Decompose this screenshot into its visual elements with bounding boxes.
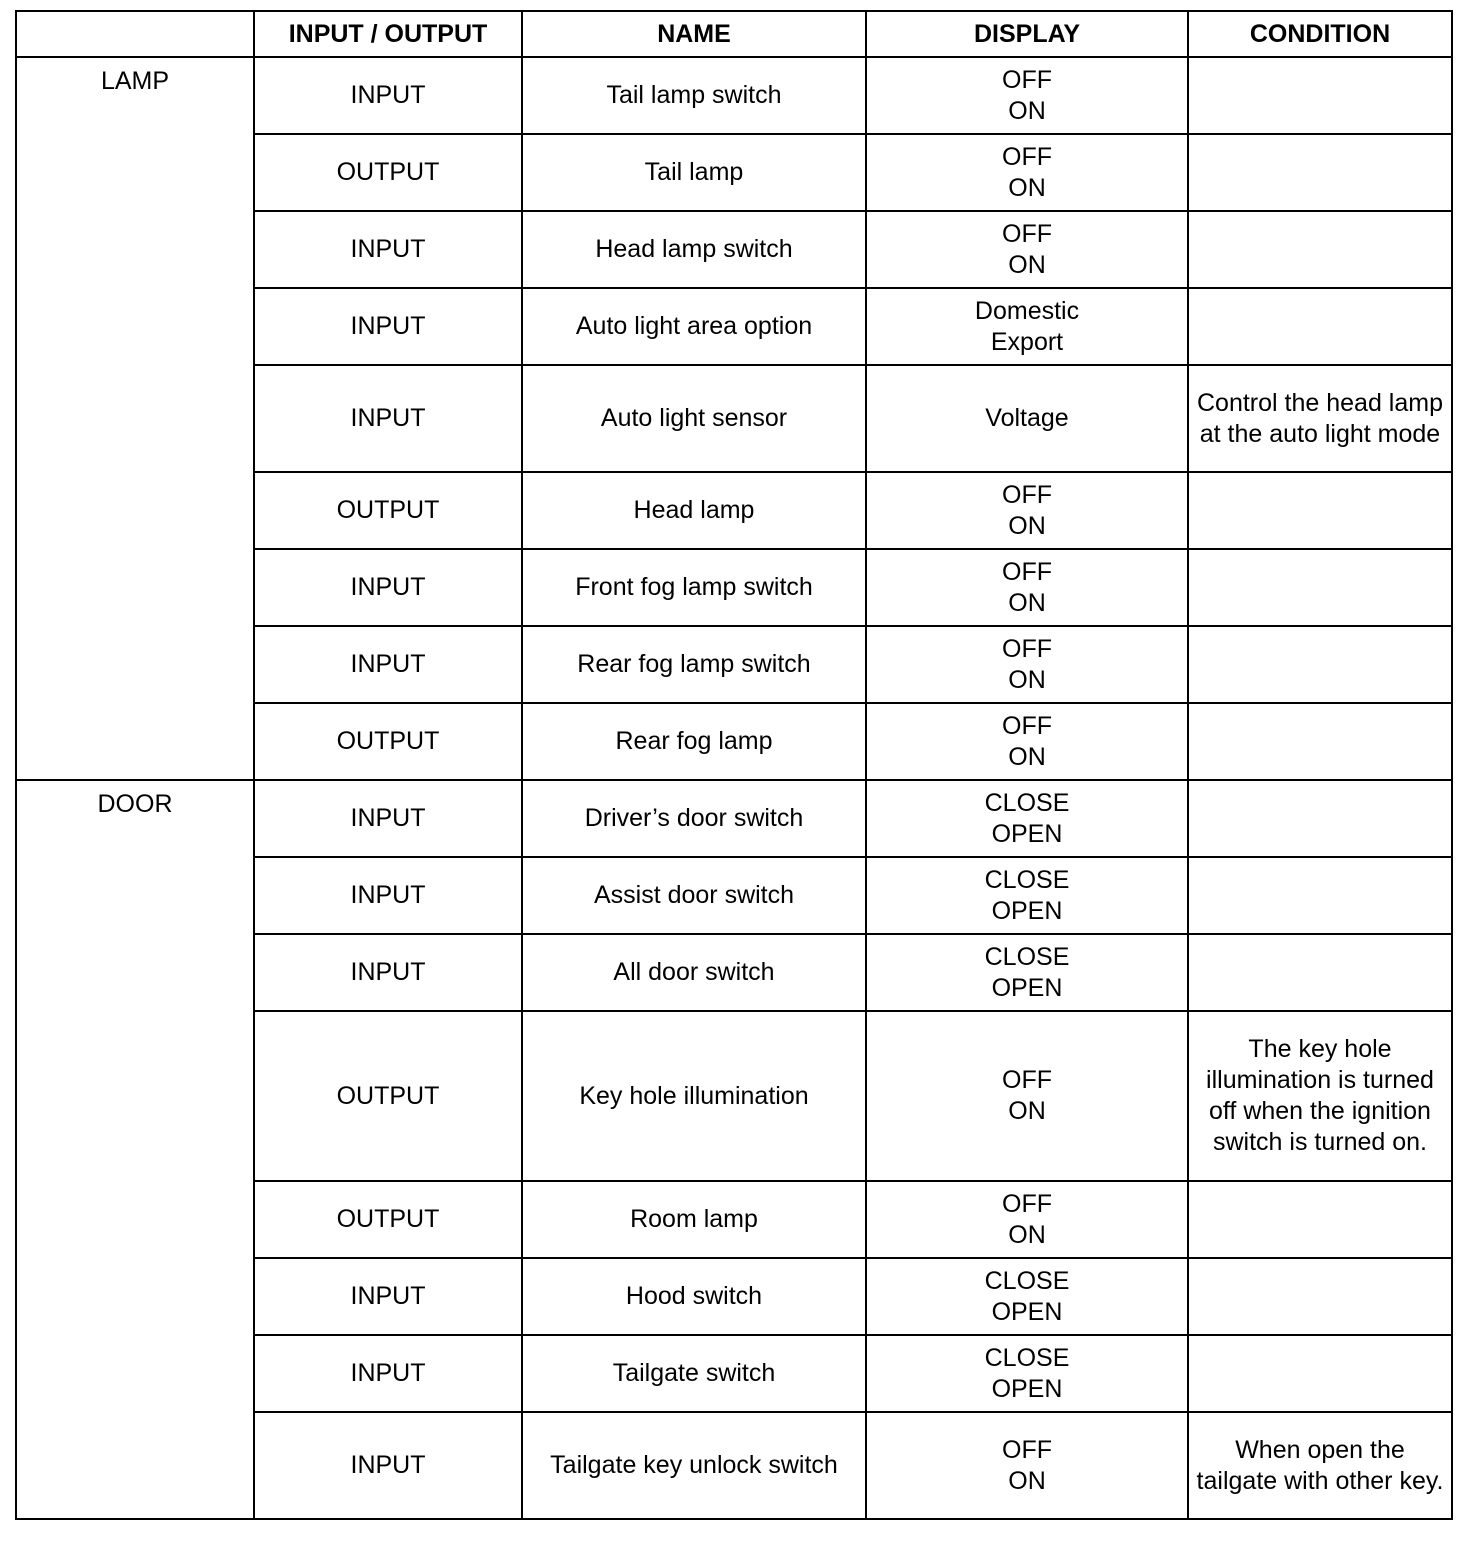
display-cell: OFF ON (866, 1011, 1188, 1181)
condition-cell (1188, 472, 1452, 549)
condition-cell: When open the tailgate with other key. (1188, 1412, 1452, 1519)
display-cell: CLOSE OPEN (866, 934, 1188, 1011)
io-cell: INPUT (254, 857, 522, 934)
name-cell: Tail lamp switch (522, 57, 866, 134)
condition-cell (1188, 1258, 1452, 1335)
io-cell: INPUT (254, 780, 522, 857)
header-input-output: INPUT / OUTPUT (254, 11, 522, 57)
condition-cell: Control the head lamp at the auto light mode (1188, 365, 1452, 472)
io-cell: INPUT (254, 1258, 522, 1335)
io-cell: INPUT (254, 288, 522, 365)
name-cell: All door switch (522, 934, 866, 1011)
display-cell: OFF ON (866, 1181, 1188, 1258)
spec-table (15, 10, 1453, 1520)
group-lamp: LAMP (16, 57, 254, 780)
condition-cell (1188, 1335, 1452, 1412)
display-cell: OFF ON (866, 57, 1188, 134)
table-row (16, 57, 1452, 134)
header-display: DISPLAY (866, 11, 1188, 57)
io-cell: INPUT (254, 1335, 522, 1412)
display-cell: CLOSE OPEN (866, 857, 1188, 934)
condition-cell (1188, 288, 1452, 365)
io-cell: INPUT (254, 626, 522, 703)
io-cell: OUTPUT (254, 472, 522, 549)
display-cell: Voltage (866, 365, 1188, 472)
display-cell: CLOSE OPEN (866, 1258, 1188, 1335)
io-cell: OUTPUT (254, 1011, 522, 1181)
display-cell: Domestic Export (866, 288, 1188, 365)
io-cell: OUTPUT (254, 1181, 522, 1258)
condition-cell (1188, 703, 1452, 780)
display-cell: OFF ON (866, 549, 1188, 626)
io-cell: INPUT (254, 549, 522, 626)
condition-cell (1188, 134, 1452, 211)
name-cell: Rear fog lamp switch (522, 626, 866, 703)
condition-cell (1188, 549, 1452, 626)
io-cell: INPUT (254, 365, 522, 472)
name-cell: Key hole illumination (522, 1011, 866, 1181)
condition-cell (1188, 211, 1452, 288)
display-cell: OFF ON (866, 626, 1188, 703)
condition-cell (1188, 626, 1452, 703)
header-row (16, 11, 1452, 57)
group-door: DOOR (16, 780, 254, 1519)
io-cell: INPUT (254, 1412, 522, 1519)
condition-cell: The key hole illumination is turned off when the ignition switch is turned on. (1188, 1011, 1452, 1181)
display-cell: CLOSE OPEN (866, 1335, 1188, 1412)
display-cell: CLOSE OPEN (866, 780, 1188, 857)
condition-cell (1188, 857, 1452, 934)
display-cell: OFF ON (866, 703, 1188, 780)
name-cell: Head lamp switch (522, 211, 866, 288)
name-cell: Tail lamp (522, 134, 866, 211)
display-cell: OFF ON (866, 472, 1188, 549)
header-condition: CONDITION (1188, 11, 1452, 57)
name-cell: Rear fog lamp (522, 703, 866, 780)
header-name: NAME (522, 11, 866, 57)
name-cell: Auto light area option (522, 288, 866, 365)
io-cell: INPUT (254, 57, 522, 134)
io-cell: INPUT (254, 211, 522, 288)
name-cell: Front fog lamp switch (522, 549, 866, 626)
name-cell: Hood switch (522, 1258, 866, 1335)
name-cell: Assist door switch (522, 857, 866, 934)
name-cell: Auto light sensor (522, 365, 866, 472)
condition-cell (1188, 934, 1452, 1011)
io-cell: OUTPUT (254, 134, 522, 211)
condition-cell (1188, 780, 1452, 857)
name-cell: Tailgate key unlock switch (522, 1412, 866, 1519)
name-cell: Room lamp (522, 1181, 866, 1258)
table-row (16, 780, 1452, 857)
condition-cell (1188, 1181, 1452, 1258)
name-cell: Tailgate switch (522, 1335, 866, 1412)
display-cell: OFF ON (866, 211, 1188, 288)
header-group (16, 11, 254, 57)
name-cell: Head lamp (522, 472, 866, 549)
name-cell: Driver’s door switch (522, 780, 866, 857)
condition-cell (1188, 57, 1452, 134)
display-cell: OFF ON (866, 1412, 1188, 1519)
io-cell: OUTPUT (254, 703, 522, 780)
display-cell: OFF ON (866, 134, 1188, 211)
io-cell: INPUT (254, 934, 522, 1011)
